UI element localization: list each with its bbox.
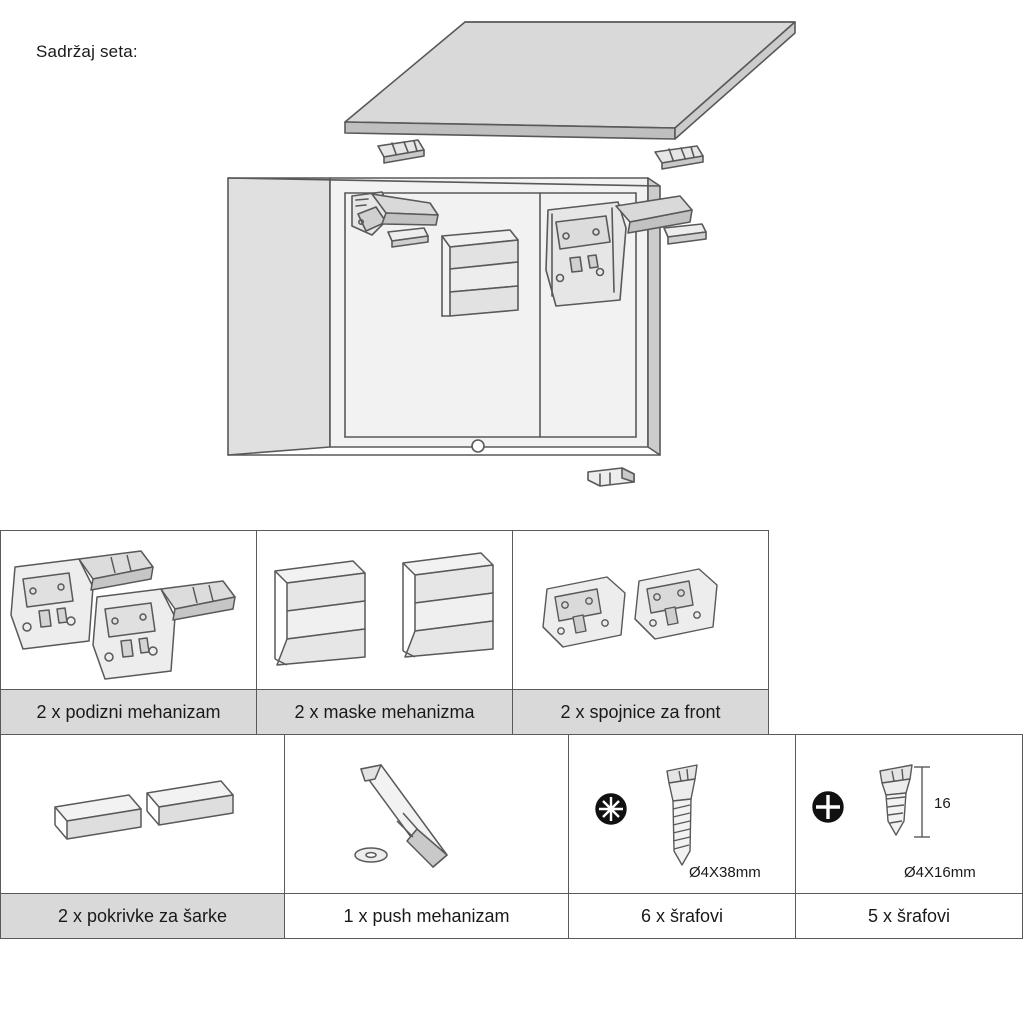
push-mechanism-pin xyxy=(588,468,634,486)
part-art-push-mechanism xyxy=(285,735,568,894)
part-caption-front-brackets: 2 x spojnice za front xyxy=(513,689,768,734)
phillips-head-icon xyxy=(813,792,843,822)
part-art-hinge-caps xyxy=(1,735,284,894)
part-cell-hinge-caps xyxy=(0,734,285,939)
part-art-lift-mechanism xyxy=(1,531,256,690)
front-bracket-right xyxy=(655,146,703,169)
part-cell-mechanism-covers xyxy=(256,530,513,735)
screw-16-dimension: Ø4X16mm xyxy=(904,864,976,881)
part-caption-push-mechanism: 1 x push mehanizam xyxy=(285,893,568,938)
part-cell-push-mechanism xyxy=(284,734,569,939)
part-art-screws-38 xyxy=(569,735,795,894)
part-caption-hinge-caps: 2 x pokrivke za šarke xyxy=(1,893,284,938)
hinge-cap-right xyxy=(664,224,706,244)
screw-16-length-label: 16 xyxy=(934,795,951,812)
part-art-screws-16 xyxy=(796,735,1022,894)
part-caption-screws-38: 6 x šrafovi xyxy=(569,893,795,938)
part-art-front-brackets xyxy=(513,531,768,690)
screw-16-body xyxy=(880,765,912,835)
mechanism-cover xyxy=(442,230,518,316)
part-cell-lift-mechanism xyxy=(0,530,257,735)
part-caption-lift-mechanism: 2 x podizni mehanizam xyxy=(1,689,256,734)
part-cell-front-brackets xyxy=(512,530,769,735)
part-art-mechanism-covers xyxy=(257,531,512,690)
front-bracket-left xyxy=(378,140,424,163)
part-cell-screws-16 xyxy=(795,734,1023,939)
screw-38-dimension: Ø4X38mm xyxy=(689,864,761,881)
part-caption-screws-16: 5 x šrafovi xyxy=(796,893,1022,938)
screw-38-body xyxy=(667,765,697,865)
top-panel xyxy=(345,22,795,139)
length-dimension-marker xyxy=(914,767,930,837)
page-title: Sadržaj seta: xyxy=(36,42,138,61)
parts-grid xyxy=(0,530,1024,938)
pozidriv-head-icon xyxy=(596,794,626,824)
part-caption-mechanism-covers: 2 x maske mehanizma xyxy=(257,689,512,734)
part-cell-screws-38 xyxy=(568,734,796,939)
lift-mechanism-right xyxy=(546,196,692,306)
